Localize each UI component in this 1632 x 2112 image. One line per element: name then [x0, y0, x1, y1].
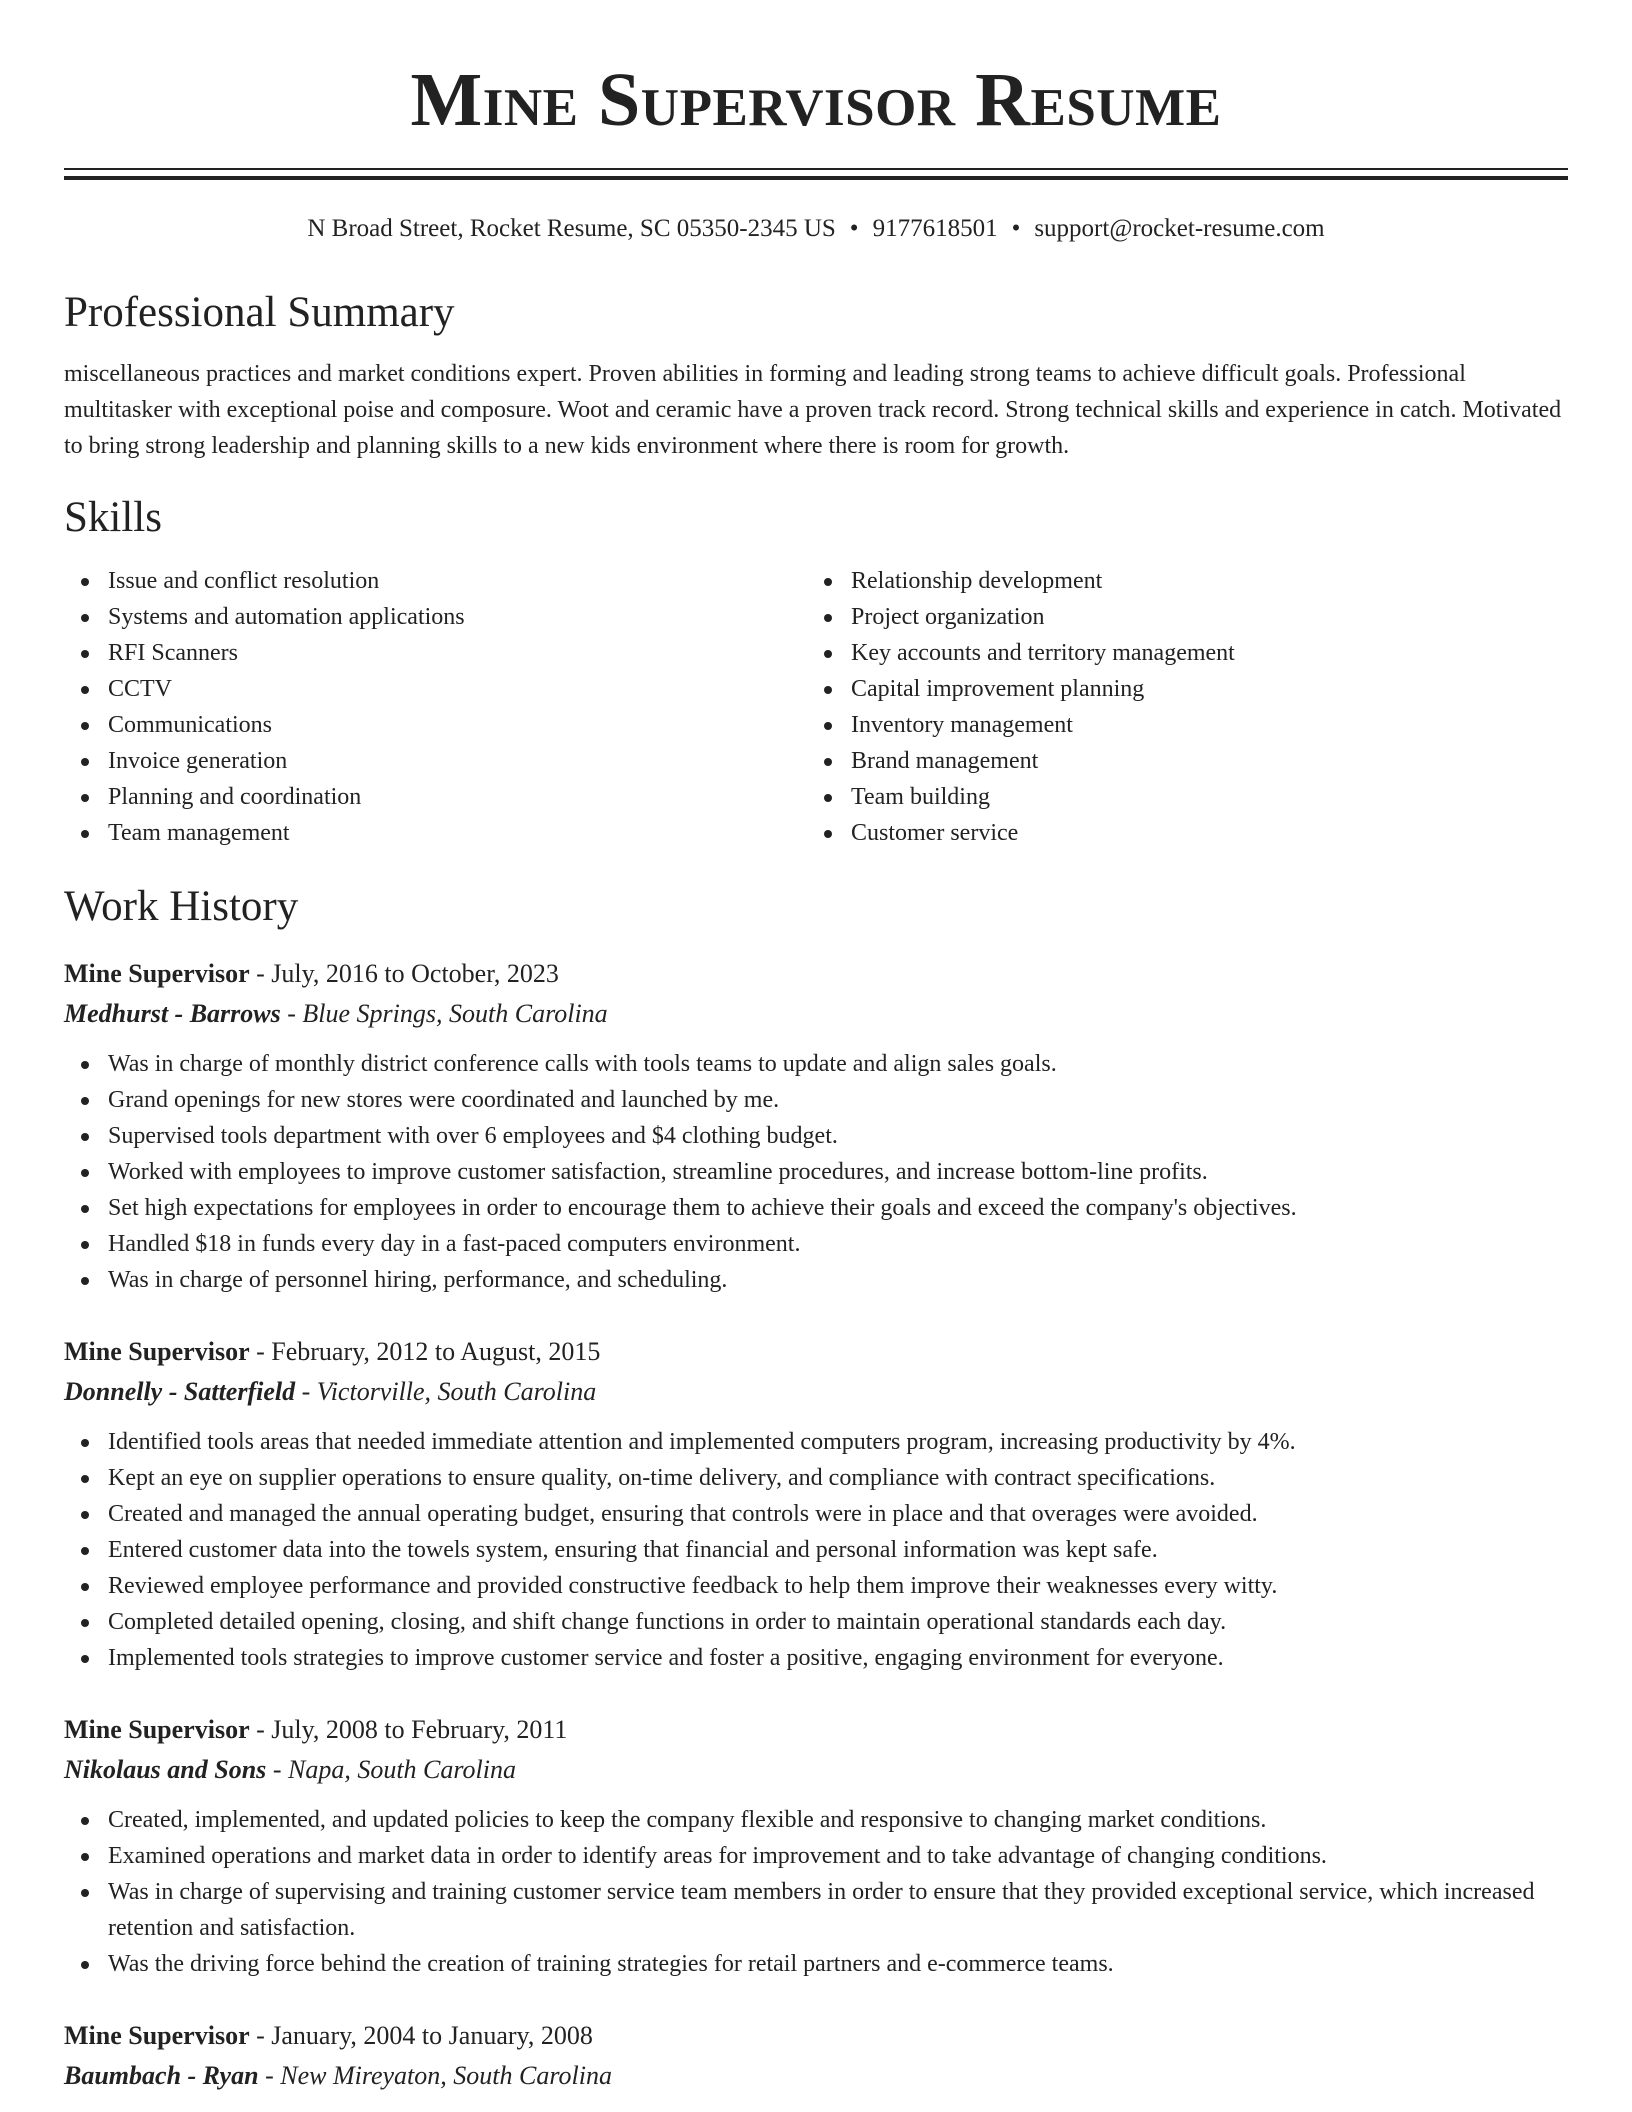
company-name: Medhurst - Barrows	[64, 999, 281, 1028]
title-divider-thick	[64, 176, 1568, 180]
job-bullet: Was in charge of supervising and training customer service team members in order to ensure that they provided exceptional service, which increased retention and satisfaction.	[64, 1874, 1568, 1946]
contact-email: support@rocket-resume.com	[1034, 215, 1325, 242]
company-location: - Victorville, South Carolina	[295, 1377, 597, 1406]
skill-item: Invoice generation	[64, 743, 807, 779]
job-dates: - February, 2012 to August, 2015	[249, 1337, 601, 1366]
company-line	[64, 1372, 1568, 1412]
summary-text: miscellaneous practices and market conditions expert. Proven abilities in forming and leading strong teams to achieve difficult goals. Professional multitasker with exceptional poise and composure. Woot and ceramic have a proven track record. Strong technical skills and experience in catch. Motivated to bring strong leadership and planning skills to a new kids environment where there is room for growth.	[64, 361, 1562, 459]
skill-item: Team management	[64, 815, 807, 851]
company-location: - New Mireyaton, South Carolina	[258, 2061, 612, 2090]
contact-separator: •	[1011, 215, 1021, 242]
company-location: - Blue Springs, South Carolina	[280, 999, 608, 1028]
job-title: Mine Supervisor	[64, 2021, 250, 2050]
company-location: - Napa, South Carolina	[266, 1755, 516, 1784]
skill-item: Project organization	[807, 599, 1550, 635]
job-title-line	[64, 2016, 1568, 2056]
job-bullet: Worked with employees to improve customer satisfaction, streamline procedures, and increase bottom-line profits.	[64, 1154, 1568, 1190]
skills-list-left	[64, 563, 807, 851]
job-dates: - January, 2004 to January, 2008	[249, 2021, 593, 2050]
skill-item: Communications	[64, 707, 807, 743]
job-bullet: Identified tools areas that needed immediate attention and implemented computers program, increasing productivity by 4%.	[64, 1424, 1568, 1460]
job-bullet: Was in charge of personnel hiring, performance, and scheduling.	[64, 1262, 1568, 1298]
skill-item: CCTV	[64, 671, 807, 707]
skill-item: Customer service	[807, 815, 1550, 851]
job-bullet: Implemented tools strategies to improve customer service and foster a positive, engaging environment for everyone.	[64, 1640, 1568, 1676]
skill-item: Systems and automation applications	[64, 599, 807, 635]
job-entry	[64, 1332, 1568, 1676]
job-entry	[64, 1710, 1568, 1982]
job-title-line	[64, 1332, 1568, 1372]
job-title: Mine Supervisor	[64, 959, 250, 988]
skill-item: Planning and coordination	[64, 779, 807, 815]
job-entry	[64, 954, 1568, 1298]
job-title: Mine Supervisor	[64, 1337, 250, 1366]
skill-item: Brand management	[807, 743, 1550, 779]
job-title: Mine Supervisor	[64, 1715, 250, 1744]
job-bullet: Was in charge of monthly district conference calls with tools teams to update and align sales goals.	[64, 1046, 1568, 1082]
job-bullets	[64, 1802, 1568, 1982]
job-title-line	[64, 1710, 1568, 1750]
company-line	[64, 2056, 1568, 2096]
job-bullet: Supervised tools department with over 6 employees and $4 clothing budget.	[64, 1118, 1568, 1154]
company-line	[64, 1750, 1568, 1790]
contact-phone: 9177618501	[872, 215, 998, 242]
job-bullet: Grand openings for new stores were coordinated and launched by me.	[64, 1082, 1568, 1118]
skill-item: Key accounts and territory management	[807, 635, 1550, 671]
job-bullet: Kept an eye on supplier operations to ensure quality, on-time delivery, and compliance with contract specifications.	[64, 1460, 1568, 1496]
job-bullet: Created, implemented, and updated policies to keep the company flexible and responsive to changing market conditions.	[64, 1802, 1568, 1838]
job-title-line	[64, 954, 1568, 994]
job-bullet: Reviewed employee performance and provided constructive feedback to help them improve their weaknesses every witty.	[64, 1568, 1568, 1604]
job-bullet: Was the driving force behind the creation of training strategies for retail partners and e-commerce teams.	[64, 1946, 1568, 1982]
company-line	[64, 994, 1568, 1034]
skill-item: Team building	[807, 779, 1550, 815]
skill-item: Relationship development	[807, 563, 1550, 599]
job-bullet: Entered customer data into the towels system, ensuring that financial and personal information was kept safe.	[64, 1532, 1568, 1568]
job-entry	[64, 2016, 1568, 2096]
contact-address: N Broad Street, Rocket Resume, SC 05350-2345 US	[307, 215, 836, 242]
title-divider-thin	[64, 168, 1568, 170]
job-bullet: Created and managed the annual operating budget, ensuring that controls were in place and that overages were avoided.	[64, 1496, 1568, 1532]
job-bullet: Examined operations and market data in order to identify areas for improvement and to take advantage of changing conditions.	[64, 1838, 1568, 1874]
skills-heading: Skills	[64, 494, 162, 541]
skills-columns	[64, 563, 1568, 851]
work-history-heading: Work History	[64, 883, 299, 930]
skill-item: Inventory management	[807, 707, 1550, 743]
job-bullet: Handled $18 in funds every day in a fast-paced computers environment.	[64, 1226, 1568, 1262]
company-name: Nikolaus and Sons	[64, 1755, 267, 1784]
skill-item: RFI Scanners	[64, 635, 807, 671]
job-bullet: Completed detailed opening, closing, and shift change functions in order to maintain operational standards each day.	[64, 1604, 1568, 1640]
company-name: Donnelly - Satterfield	[64, 1377, 296, 1406]
skills-list-right	[807, 563, 1550, 851]
job-bullets	[64, 1424, 1568, 1676]
job-dates: - July, 2016 to October, 2023	[249, 959, 559, 988]
contact-separator: •	[849, 215, 859, 242]
summary-heading: Professional Summary	[64, 289, 455, 336]
contact-line	[64, 216, 1568, 241]
skill-item: Issue and conflict resolution	[64, 563, 807, 599]
skill-item: Capital improvement planning	[807, 671, 1550, 707]
job-bullet: Set high expectations for employees in order to encourage them to achieve their goals and exceed the company's objectives.	[64, 1190, 1568, 1226]
page-title: Mine Supervisor Resume	[410, 58, 1222, 142]
job-dates: - July, 2008 to February, 2011	[249, 1715, 568, 1744]
company-name: Baumbach - Ryan	[64, 2061, 259, 2090]
job-bullets	[64, 1046, 1568, 1298]
